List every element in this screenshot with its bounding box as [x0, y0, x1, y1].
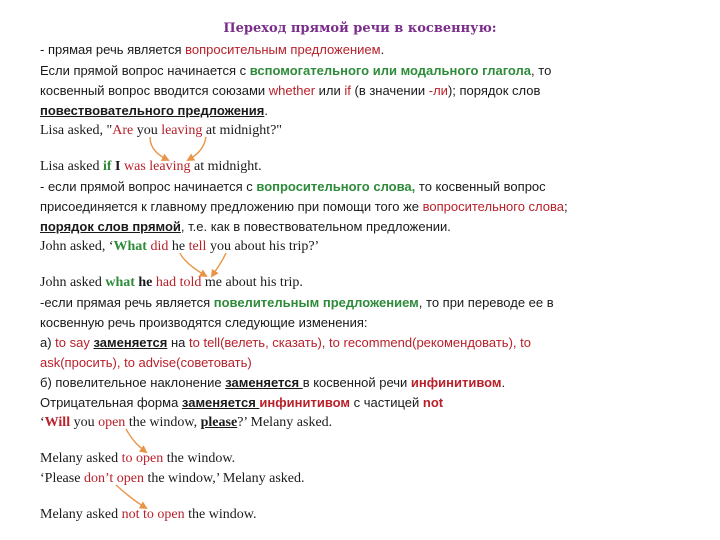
highlight: заменяется: [181, 395, 260, 410]
text-line-2: [40, 61, 551, 81]
highlight: don’t open: [83, 471, 144, 486]
text: at midnight?": [202, 123, 283, 138]
text-line-17: [40, 393, 443, 413]
text: то косвенный вопрос: [415, 179, 546, 194]
text: присоединяется к главному предложению при помощи того же: [40, 199, 423, 214]
text: you: [70, 415, 99, 430]
highlight: повествовательного предложения: [40, 103, 265, 118]
highlight: вспомогательного или модального глагола: [249, 63, 532, 78]
highlight: was leaving: [124, 159, 191, 174]
text: а): [40, 335, 56, 350]
highlight: to say: [55, 335, 90, 350]
highlight: повелительным предложением: [213, 295, 419, 310]
text: the window,’ Melany asked.: [143, 471, 305, 486]
text: с частицей: [350, 395, 423, 410]
text-line-20: [40, 469, 305, 489]
highlight: инфинитивом: [410, 375, 502, 390]
text: you about his trip?’: [206, 239, 320, 254]
text: Melany asked: [40, 451, 122, 466]
text-line-4: [40, 101, 268, 121]
text: косвенный вопрос вводится союзами: [40, 83, 269, 98]
text: , то при переводе ее в: [418, 295, 554, 310]
highlight: инфинитивом: [259, 395, 351, 410]
highlight: if: [102, 159, 112, 174]
text-line-14: [40, 333, 531, 353]
text: (в значении: [350, 83, 429, 98]
highlight: whether: [268, 83, 316, 98]
text: б) повелительное наклонение: [40, 375, 226, 390]
text: косвенную речь производятся следующие изменения:: [40, 315, 368, 330]
highlight: Will: [44, 415, 71, 430]
highlight: to open: [121, 451, 164, 466]
highlight: What: [113, 239, 147, 254]
text-line-19: [40, 449, 235, 469]
highlight: did: [150, 239, 169, 254]
text-line-18: [40, 413, 332, 433]
text: .: [501, 375, 506, 390]
highlight: if: [344, 83, 351, 98]
text: -если прямая речь является: [40, 295, 214, 310]
highlight: порядок слов прямой: [40, 219, 181, 234]
text: Если прямой вопрос начинается с: [40, 63, 250, 78]
highlight: not: [422, 395, 444, 410]
text: the window.: [163, 451, 236, 466]
text: John asked: [40, 275, 106, 290]
text: Melany asked: [40, 507, 122, 522]
text: the window.: [184, 507, 257, 522]
highlight: leaving: [161, 123, 203, 138]
text-line-15: [40, 353, 252, 373]
text: ;: [564, 199, 568, 214]
highlight: заменяется: [225, 375, 303, 390]
text: ‘Please: [40, 471, 84, 486]
highlight: вопросительного слова,: [256, 179, 416, 194]
highlight: tell: [188, 239, 207, 254]
text: - прямая речь является: [40, 42, 186, 57]
text: me about his trip.: [201, 275, 303, 290]
text: at midnight.: [190, 159, 262, 174]
text-line-16: [40, 373, 505, 393]
highlight: вопросительного слова: [422, 199, 564, 214]
highlight: вопросительным предложением: [185, 42, 381, 57]
text: he: [134, 275, 156, 290]
text-line-1: [40, 40, 384, 60]
text-line-7: [40, 177, 546, 197]
text-line-8: [40, 197, 568, 217]
highlight: Are: [112, 123, 134, 138]
highlight: open: [98, 415, 126, 430]
text: he: [168, 239, 189, 254]
highlight: to tell(велеть, сказать), to recommend(рекомендовать), to: [189, 335, 531, 350]
text: , т.е. как в повествовательном предложении.: [180, 219, 451, 234]
highlight: what: [105, 275, 135, 290]
text-line-3: [40, 81, 540, 101]
text-line-6: [40, 157, 262, 177]
text: Lisa asked, ": [40, 123, 113, 138]
text: I: [111, 159, 124, 174]
text: Lisa asked: [40, 159, 103, 174]
text: ); порядок слов: [447, 83, 541, 98]
highlight: заменяется: [93, 335, 168, 350]
text: ‘: [40, 415, 45, 430]
text-line-9: [40, 217, 451, 237]
highlight: ask(просить), to advise(советовать): [40, 355, 252, 370]
text: в косвенной речи: [302, 375, 411, 390]
text: на: [167, 335, 189, 350]
text: , то: [531, 63, 552, 78]
highlight: please: [200, 415, 238, 430]
text-line-21: [40, 505, 256, 525]
highlight: not to open: [121, 507, 185, 522]
highlight: had told: [155, 275, 202, 290]
highlight: -ли: [428, 83, 448, 98]
text: Отрицательная форма: [40, 395, 182, 410]
text: или: [315, 83, 345, 98]
text: ?’ Melany asked.: [237, 415, 333, 430]
text-line-5: [40, 121, 282, 141]
text: John asked, ‘: [40, 239, 114, 254]
text: .: [264, 103, 268, 118]
text-line-11: [40, 273, 303, 293]
text-line-10: [40, 237, 319, 257]
slide-title: Переход прямой речи в косвенную:: [223, 21, 497, 36]
text-line-13: [40, 313, 368, 333]
text: you: [133, 123, 162, 138]
text: .: [380, 42, 385, 57]
text: the window,: [125, 415, 201, 430]
text: - если прямой вопрос начинается с: [40, 179, 257, 194]
text-line-12: [40, 293, 554, 313]
